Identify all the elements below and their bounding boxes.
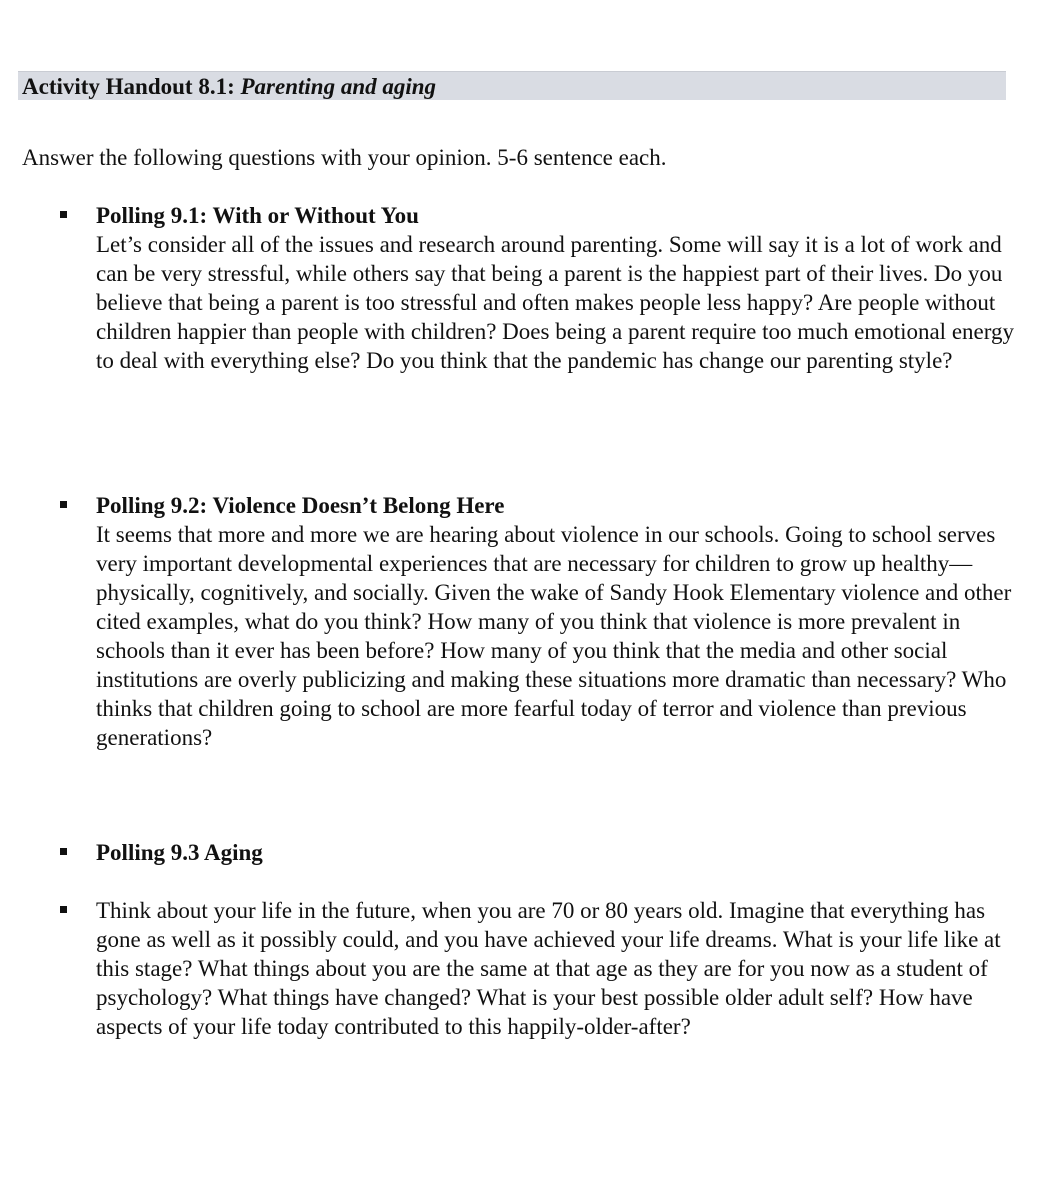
list-item-aging-prompt <box>96 896 1016 1041</box>
list-item-polling-9-1 <box>96 201 1016 375</box>
list-item-polling-9-3 <box>96 838 1016 867</box>
list-item-polling-9-2 <box>96 491 1016 752</box>
item-body: It seems that more and more we are hearing about violence in our schools. Going to school serves very important developmental experiences that are necessary for children to grow up healthy—physically, cognitively, and socially. Given the wake of Sandy Hook Elementary violence and other cited examples, what do you think? How many of you think that violence is more prevalent in schools than it ever has been before? How many of you think that the media and other social institutions are overly publicizing and making these situations more dramatic than necessary? Who thinks that children going to school are more fearful today of terror and violence than previous generations? <box>96 522 1012 750</box>
bullet-icon <box>60 501 67 508</box>
instruction-text: Answer the following questions with your opinion. 5-6 sentence each. <box>22 145 667 170</box>
item-title: Polling 9.2: Violence Doesn’t Belong Here <box>96 493 505 518</box>
bullet-icon <box>60 848 67 855</box>
handout-label: Activity Handout 8.1: <box>22 74 235 99</box>
item-title: Polling 9.3 Aging <box>96 840 263 865</box>
item-body: Think about your life in the future, when you are 70 or 80 years old. Imagine that everything has gone as well as it possibly could, and you have achieved your life dreams. What is your life like at this stage? What things about you are the same at that age as they are for you now as a student of psychology? What things have changed? What is your best possible older adult self? How have aspects of your life today contributed to this happily-older-after? <box>96 898 1001 1039</box>
bullet-icon <box>60 906 67 913</box>
item-body: Let’s consider all of the issues and research around parenting. Some will say it is a lot of work and can be very stressful, while others say that being a parent is the happiest part of their lives. Do you believe that being a parent is too stressful and often makes people less happy? Are people without children happier than people with children? Does being a parent require too much emotional energy to deal with everything else? Do you think that the pandemic has change our parenting style? <box>96 232 1014 373</box>
bullet-icon <box>60 211 67 218</box>
handout-subtitle: Parenting and aging <box>240 74 437 99</box>
handout-header <box>18 71 1006 100</box>
item-title: Polling 9.1: With or Without You <box>96 203 419 228</box>
